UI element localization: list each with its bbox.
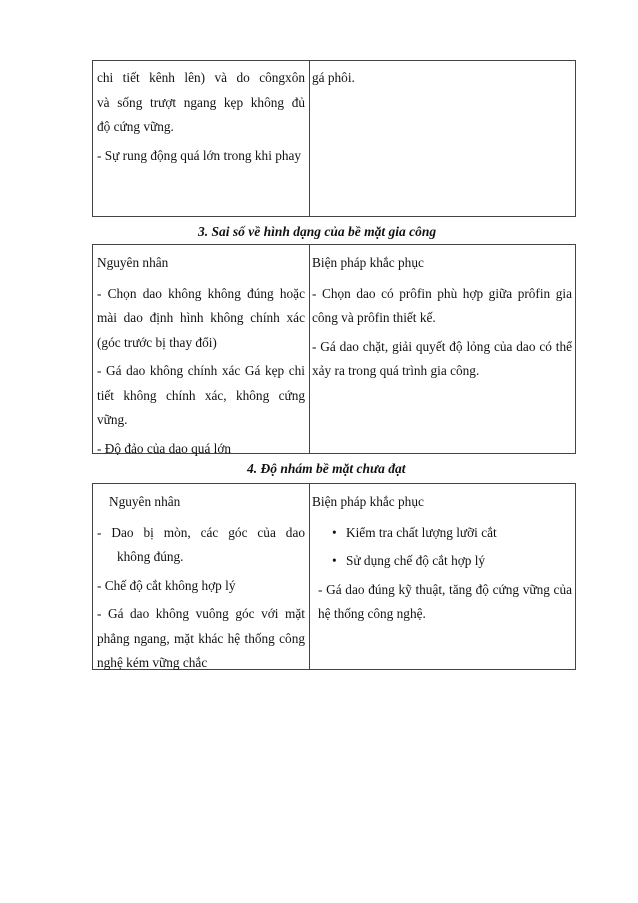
section-3-left-cell bbox=[93, 245, 310, 456]
continuation-para-2: - Sự rung động quá lớn trong khi phay bbox=[97, 147, 302, 163]
section-4-cause-3: - Gá dao không vuông góc với mặt phẳng ngang, mặt khác hệ thống công nghệ kém vững chắc bbox=[97, 606, 305, 670]
section-3-cause-1: - Chọn dao không không đúng hoặc mài dao định hình không chính xác (góc trước bị thay đổi) bbox=[97, 285, 305, 350]
section-3-title: 3. Sai số về hình dạng của bề mặt gia công bbox=[198, 224, 437, 239]
continuation-table bbox=[92, 60, 576, 217]
section-3-table bbox=[92, 244, 576, 454]
section-4-remedy-para: - Gá dao đúng kỹ thuật, tăng độ cứng vững của hệ thống công nghệ. bbox=[318, 581, 572, 621]
section-4-left-header: Nguyên nhân bbox=[109, 494, 181, 509]
section-4-bullet-1: • Kiểm tra chất lượng lưỡi cắt bbox=[312, 521, 572, 546]
section-3-remedy-1: - Chọn dao có prôfin phù hợp giữa prôfin gia công và prôfin thiết kế. bbox=[312, 285, 572, 325]
section-4-bullet-2: • Sử dụng chế độ cắt hợp lý bbox=[312, 549, 572, 574]
section-3-right-cell bbox=[310, 245, 575, 453]
section-4-table bbox=[92, 483, 576, 670]
section-4-cause-1: - Dao bị mòn, các góc của dao bbox=[97, 524, 305, 540]
section-3-cause-2: - Gá dao không chính xác Gá kẹp chi tiết không chính xác, không cứng vững. bbox=[97, 363, 305, 427]
section-4-left-cell bbox=[93, 484, 310, 669]
continuation-line-1: chi tiết kênh lên) và do côngxôn bbox=[97, 70, 305, 85]
section-4-remedy-bullets bbox=[312, 521, 572, 574]
section-4-right-cell bbox=[310, 484, 575, 669]
continuation-right-cell bbox=[310, 61, 575, 216]
continuation-right-text: gá phôi. bbox=[312, 70, 355, 85]
continuation-left-cell bbox=[93, 61, 310, 216]
section-3-cause-3: - Độ đảo của dao quá lớn bbox=[97, 440, 232, 456]
continuation-line-3: độ cứng vững. bbox=[97, 119, 174, 134]
continuation-line-2: và sống trượt ngang kẹp không đủ bbox=[97, 94, 305, 110]
section-4-cause-2: - Chế độ cắt không hợp lý bbox=[97, 577, 236, 593]
section-4-cause-1-cont: không đúng. bbox=[117, 549, 184, 564]
section-4-right-header: Biện pháp khắc phục bbox=[312, 494, 424, 509]
section-3-remedy-2: - Gá dao chặt, giải quyết độ lỏng của dao có thể xảy ra trong quá trình gia công. bbox=[312, 338, 572, 378]
section-3-left-header: Nguyên nhân bbox=[97, 255, 169, 270]
section-3-right-header: Biện pháp khắc phục bbox=[312, 255, 424, 270]
section-4-title: 4. Độ nhám bề mặt chưa đạt bbox=[247, 461, 406, 476]
